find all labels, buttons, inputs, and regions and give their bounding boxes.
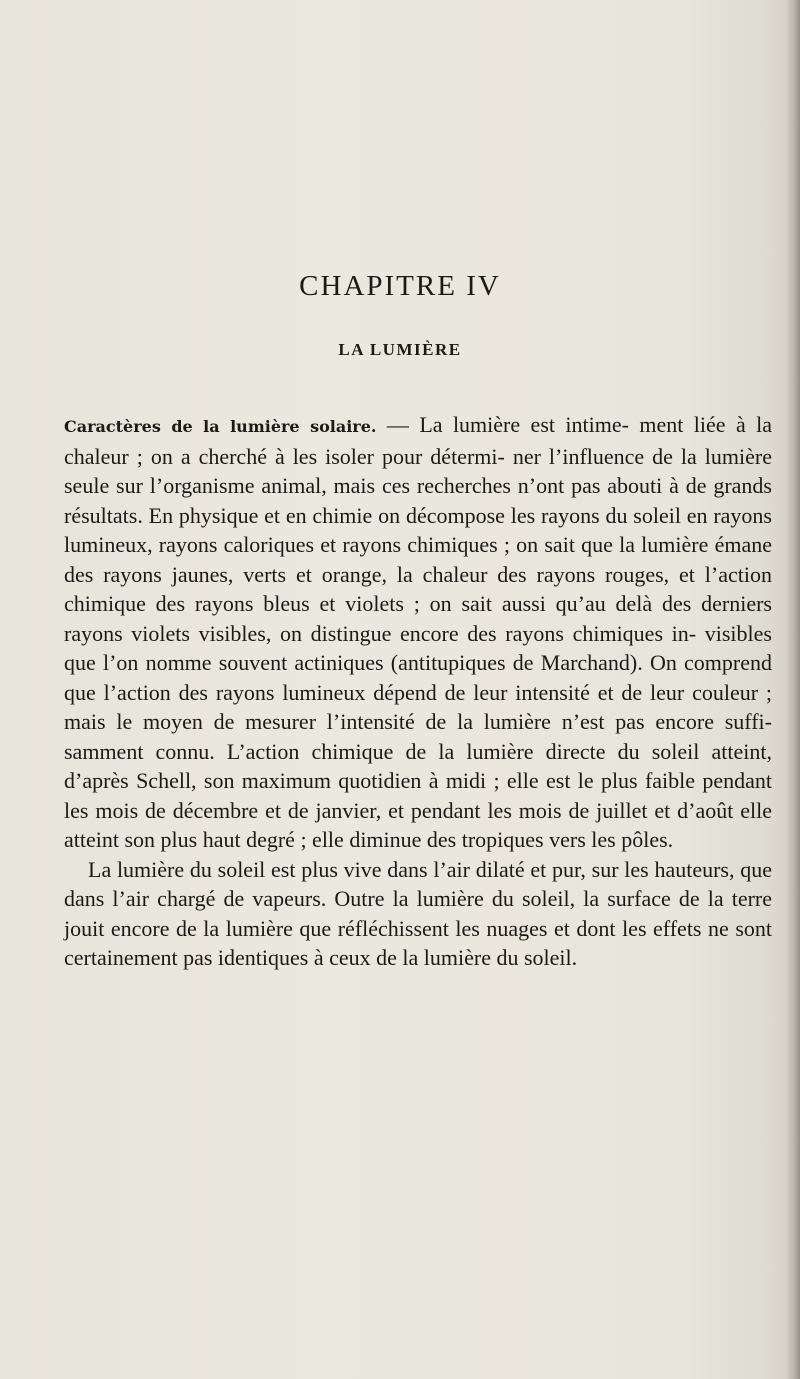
paragraph-1-text: — La lumière est intime- ment liée à la chaleur ; on a cherché à les isoler pour détermi- ner l’influence de la lumière seule sur l’organisme animal, mais ces recherches n’ont pas abouti à de grands résultats. En physique et en chimie on décompose les rayons du soleil en rayons lumineux, rayons caloriques et rayons chimiques ; on sait que la lumière émane des rayons jaunes, verts et orange, la chaleur des rayons rouges, et l’action chimique des rayons bleus et violets ; on sait aussi qu’au delà des derniers rayons violets visibles, on distingue encore des rayons chimiques in- visibles que l’on nomme souvent actiniques (antitupiques de Marchand). On comprend que l’action des rayons lumineux dépend de leur intensité et de leur couleur ; mais le moyen de mesurer l’intensité de la lumière n’est pas encore suffi- samment connu. L’action chimique de la lumière directe du soleil atteint, d’après Schell, son maximum quotidien à midi ; elle est le plus faible pendant les mois de décembre et de janvier, et pendant les mois de juillet et d’août elle atteint son plus haut degré ; elle diminue des tropiques vers les pôles. [64,412,772,852]
paragraph-1 [64,410,772,855]
run-in-heading: Caractères de la lumière solaire. [64,417,377,436]
chapter-subtitle: LA LUMIÈRE [338,340,462,359]
body-text [64,410,772,973]
page-edge-shadow [786,0,800,1379]
paragraph-2: La lumière du soleil est plus vive dans l’air dilaté et pur, sur les hauteurs, que dans l’air chargé de vapeurs. Outre la lumière du soleil, la surface de la terre jouit encore de la lumière que réfléchissent les nuages et dont les effets ne sont certainement pas identiques à ceux de la lumière du soleil. [64,856,772,970]
chapter-title: CHAPITRE IV [299,270,501,302]
